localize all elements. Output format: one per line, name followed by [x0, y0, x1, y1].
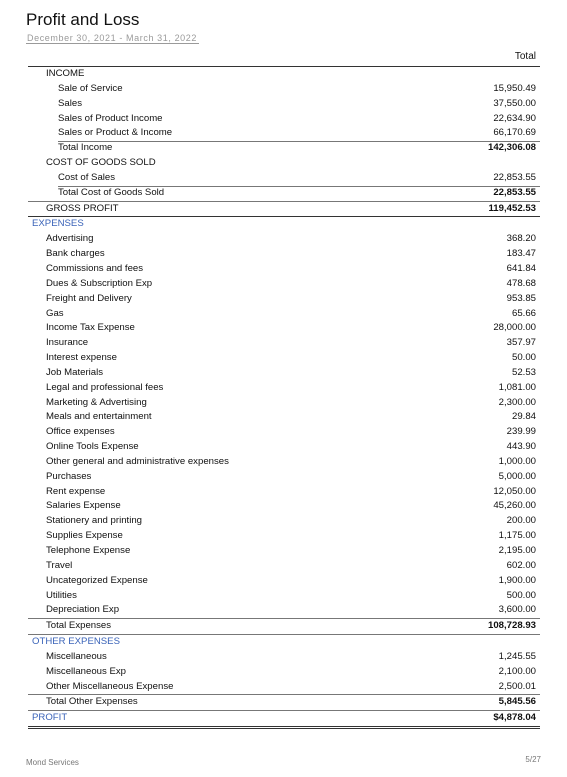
date-range: December 30, 2021 - March 31, 2022 — [27, 33, 197, 43]
line-item-amount: 1,081.00 — [498, 381, 536, 393]
line-item-row — [28, 351, 540, 366]
total-label: Total Expenses — [46, 620, 112, 632]
line-item-label: Sale of Service — [58, 82, 123, 94]
expense-items — [28, 232, 540, 618]
line-item-label: Online Tools Expense — [46, 441, 139, 453]
line-item-label: Bank charges — [46, 248, 105, 260]
line-item-label: Office expenses — [46, 426, 115, 438]
line-item-amount: 37,550.00 — [493, 97, 536, 109]
line-item-label: Stationery and printing — [46, 515, 142, 527]
line-item-label: Job Materials — [46, 366, 104, 378]
line-item-row — [28, 470, 540, 485]
line-item-row — [28, 440, 540, 455]
total-other-expenses-row — [28, 694, 540, 710]
line-item-label: Salaries Expense — [46, 500, 121, 512]
total-label: Total Cost of Goods Sold — [58, 186, 165, 198]
line-item-amount: 2,100.00 — [498, 665, 536, 677]
line-item-row — [28, 650, 540, 665]
other-expense-items — [28, 650, 540, 695]
line-item-amount: 66,170.69 — [493, 127, 536, 139]
page-number: 5/27 — [525, 755, 541, 764]
line-item-label: Uncategorized Expense — [46, 574, 148, 586]
line-item-amount: 602.00 — [506, 559, 536, 571]
section-heading: COST OF GOODS SOLD — [46, 157, 156, 169]
line-item-row — [28, 277, 540, 292]
line-item-amount: 65.66 — [511, 307, 536, 319]
line-item-row — [28, 665, 540, 680]
line-item-amount: 239.99 — [506, 426, 536, 438]
line-item-amount: 1,900.00 — [498, 574, 536, 586]
line-item-label: Meals and entertainment — [46, 411, 152, 423]
line-item-label: Depreciation Exp — [46, 604, 120, 616]
line-item-row — [28, 529, 540, 544]
line-item-row — [28, 455, 540, 470]
line-item-row — [28, 336, 540, 351]
line-item-amount: 500.00 — [506, 589, 536, 601]
line-item-row — [28, 97, 540, 112]
company-name: Mond Services — [26, 758, 79, 767]
section-heading: INCOME — [46, 68, 85, 79]
profit-label: PROFIT — [32, 712, 68, 724]
line-item-row — [28, 112, 540, 127]
line-item-label: Miscellaneous Exp — [46, 665, 126, 677]
total-expenses-row — [28, 618, 540, 634]
line-item-label: Marketing & Advertising — [46, 396, 147, 408]
line-item-amount: 368.20 — [506, 233, 536, 245]
line-item-label: Insurance — [46, 337, 89, 349]
total-amount: 142,306.08 — [487, 142, 536, 154]
line-item-amount: 1,175.00 — [498, 530, 536, 542]
section-heading: EXPENSES — [32, 218, 84, 230]
line-item-label: Telephone Expense — [46, 545, 131, 556]
line-item-label: Commissions and fees — [46, 262, 144, 274]
line-item-row — [28, 603, 540, 618]
line-item-label: Sales of Product Income — [58, 112, 163, 124]
line-item-row — [28, 589, 540, 604]
line-item-amount: 2,300.00 — [498, 396, 536, 408]
line-item-row — [28, 82, 540, 97]
line-item-amount: 200.00 — [506, 515, 536, 527]
line-item-amount: 183.47 — [506, 248, 536, 260]
line-item-row — [28, 366, 540, 381]
line-item-row — [28, 559, 540, 574]
total-amount: 5,845.56 — [498, 696, 536, 708]
line-item-row — [28, 232, 540, 247]
line-item-row — [28, 396, 540, 411]
profit-row — [28, 710, 540, 729]
line-item-label: Utilities — [46, 589, 77, 601]
line-item-amount: 478.68 — [506, 277, 536, 289]
line-item-amount: 641.84 — [506, 262, 536, 274]
line-item-amount: 52.53 — [511, 366, 536, 378]
line-item-row — [28, 307, 540, 322]
line-item-label: Income Tax Expense — [46, 322, 135, 334]
report-title: Profit and Loss — [26, 10, 140, 29]
line-item-label: Interest expense — [46, 352, 117, 364]
line-item-row — [28, 381, 540, 396]
line-item-amount: 22,634.90 — [493, 112, 536, 124]
line-item-label: Sales — [58, 97, 82, 109]
line-item-amount: 28,000.00 — [493, 322, 536, 334]
cogs-heading-row — [28, 156, 540, 171]
report-table — [28, 48, 540, 729]
line-item-row — [28, 514, 540, 529]
total-income-row — [28, 141, 540, 156]
line-item-amount: 15,950.49 — [493, 82, 536, 94]
line-item-amount: 5,000.00 — [498, 470, 536, 482]
gross-profit-amount: 119,452.53 — [488, 202, 536, 214]
line-item-row — [28, 425, 540, 440]
line-item-amount: 12,050.00 — [493, 485, 536, 497]
gross-profit-row — [28, 201, 540, 218]
total-amount: 108,728.93 — [487, 620, 536, 632]
line-item-amount: 3,600.00 — [498, 604, 536, 616]
other-expenses-heading-row — [28, 634, 540, 650]
line-item-label: Advertising — [46, 233, 94, 245]
line-item-row — [28, 262, 540, 277]
line-item-row — [28, 544, 540, 559]
line-item-row — [28, 321, 540, 336]
profit-amount: $4,878.04 — [493, 712, 536, 724]
line-item-label: Legal and professional fees — [46, 381, 164, 393]
line-item-label: Sales or Product & Income — [58, 127, 173, 139]
line-item-row — [28, 574, 540, 589]
line-item-amount: 29.84 — [511, 411, 536, 423]
line-item-amount: 22,853.55 — [493, 171, 536, 183]
line-item-row — [28, 171, 540, 186]
total-label: Total Income — [58, 142, 113, 154]
section-heading: OTHER EXPENSES — [32, 636, 120, 648]
line-item-label: Travel — [46, 559, 73, 571]
line-item-row — [28, 126, 540, 141]
line-item-label: Supplies Expense — [46, 530, 123, 542]
line-item-amount: 2,195.00 — [498, 545, 536, 556]
title-divider — [26, 43, 199, 44]
line-item-label: Rent expense — [46, 485, 106, 497]
line-item-label: Freight and Delivery — [46, 292, 132, 304]
column-header — [28, 48, 540, 67]
line-item-amount: 1,000.00 — [498, 455, 536, 467]
line-item-row — [28, 680, 540, 695]
line-item-label: Other general and administrative expenses — [46, 455, 229, 467]
line-item-amount: 50.00 — [511, 352, 536, 364]
total-label: Total Other Expenses — [46, 696, 138, 708]
income-heading-row — [28, 67, 540, 82]
line-item-amount: 357.97 — [506, 337, 536, 349]
line-item-label: Miscellaneous — [46, 650, 107, 662]
line-item-amount: 45,260.00 — [493, 500, 536, 512]
cogs-items — [28, 171, 540, 186]
total-cogs-row — [28, 186, 540, 201]
line-item-amount: 953.85 — [506, 292, 536, 304]
line-item-label: Dues & Subscription Exp — [46, 277, 153, 289]
line-item-row — [28, 292, 540, 307]
line-item-row — [28, 499, 540, 514]
total-amount: 22,853.55 — [493, 186, 536, 198]
line-item-row — [28, 247, 540, 262]
line-item-amount: 2,500.01 — [498, 680, 536, 692]
line-item-amount: 443.90 — [506, 441, 536, 453]
line-item-row — [28, 410, 540, 425]
line-item-label: Cost of Sales — [58, 171, 116, 183]
total-column-header: Total — [514, 51, 536, 62]
line-item-label: Other Miscellaneous Expense — [46, 680, 174, 692]
line-item-amount: 1,245.55 — [498, 650, 536, 662]
line-item-label: Gas — [46, 307, 64, 319]
line-item-label: Purchases — [46, 470, 92, 482]
gross-profit-label: GROSS PROFIT — [46, 202, 119, 214]
expenses-heading-row — [28, 217, 540, 232]
line-item-row — [28, 485, 540, 500]
income-items — [28, 82, 540, 141]
